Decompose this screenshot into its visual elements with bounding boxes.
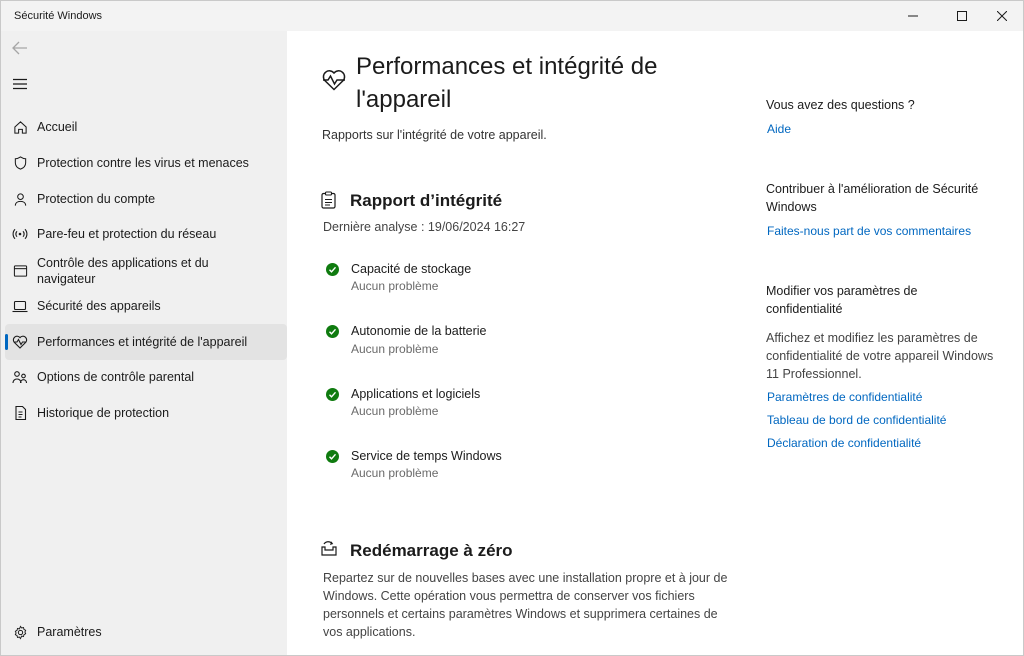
sidebar-item-firewall[interactable]: [5, 217, 287, 251]
sidebar: [1, 31, 287, 656]
help-link[interactable]: Aide: [767, 122, 792, 136]
feedback-link[interactable]: Faites-nous part de vos commentaires: [767, 224, 972, 238]
title-bar: [1, 1, 1023, 31]
sidebar-item-label: Options de contrôle parental: [37, 370, 195, 384]
health-item-title: Applications et logiciels: [351, 387, 481, 401]
minimize-button[interactable]: [891, 1, 935, 31]
privacy-description: Affichez et modifiez les paramètres de confidentialité de votre appareil Windows 11 Professionnel.: [766, 331, 994, 381]
sidebar-item-protection-history[interactable]: [5, 396, 287, 430]
menu-button[interactable]: [5, 69, 35, 99]
laptop-icon: [12, 298, 28, 314]
page-title: Performances et intégrité de l'appareil: [356, 53, 658, 113]
health-item-title: Service de temps Windows: [351, 449, 502, 463]
sidebar-item-app-browser-control[interactable]: [5, 253, 287, 289]
sidebar-item-label: Performances et intégrité de l'appareil: [37, 335, 248, 349]
sidebar-item-virus-protection[interactable]: [5, 146, 287, 180]
privacy-heading: Modifier vos paramètres de confidentialité: [766, 284, 918, 316]
last-scan-time: Dernière analyse : 19/06/2024 16:27: [323, 220, 526, 234]
heart-pulse-icon: [12, 334, 28, 350]
sidebar-item-home[interactable]: [5, 110, 287, 144]
window-title: Sécurité Windows: [14, 10, 103, 22]
person-icon: [12, 191, 28, 207]
sidebar-item-label: Paramètres: [37, 625, 102, 639]
sidebar-item-label: Sécurité des appareils: [37, 299, 161, 313]
heart-pulse-icon: [321, 69, 347, 94]
privacy-dashboard-link[interactable]: Tableau de bord de confidentialité: [767, 413, 947, 427]
sidebar-item-label: Accueil: [37, 120, 78, 134]
privacy-statement-link[interactable]: Déclaration de confidentialité: [767, 436, 922, 450]
health-item-status: Aucun problème: [351, 279, 439, 293]
sidebar-item-label: Pare-feu et protection du réseau: [37, 227, 217, 241]
close-icon: [997, 11, 1007, 21]
active-indicator: [5, 334, 8, 350]
fresh-start-description: Repartez sur de nouvelles bases avec une installation propre et à jour de Windows. Cette opération vous permettra de conserver vos fichiers personnels et certains paramètres Windows et supprimera certaines de vos applications.: [323, 571, 728, 639]
maximize-icon: [957, 11, 967, 21]
sidebar-item-label: Protection contre les virus et menaces: [37, 156, 249, 170]
shield-icon: [12, 155, 28, 171]
questions-heading: Vous avez des questions ?: [766, 98, 915, 112]
sidebar-item-label: Contrôle des applications et du navigateur: [37, 256, 209, 286]
gear-icon: [12, 624, 28, 640]
health-item-status: Aucun problème: [351, 466, 439, 480]
sidebar-item-parental-controls[interactable]: [5, 360, 287, 394]
sidebar-item-device-security[interactable]: [5, 289, 287, 323]
maximize-button[interactable]: [940, 1, 984, 31]
report-clipboard-icon: [321, 191, 336, 212]
back-arrow-icon: [12, 41, 28, 55]
sidebar-item-device-performance[interactable]: [5, 324, 287, 360]
check-circle-icon: [326, 325, 339, 338]
sidebar-item-account-protection[interactable]: [5, 182, 287, 216]
sidebar-item-label: Protection du compte: [37, 192, 156, 206]
check-circle-icon: [326, 388, 339, 401]
fresh-start-title: Redémarrage à zéro: [350, 541, 513, 560]
health-item-title: Autonomie de la batterie: [351, 324, 487, 338]
back-button[interactable]: [5, 33, 35, 63]
health-item-status: Aucun problème: [351, 342, 439, 356]
history-icon: [12, 405, 28, 421]
health-report-title: Rapport d’intégrité: [350, 191, 503, 210]
family-icon: [12, 369, 28, 385]
page-subtitle: Rapports sur l'intégrité de votre appareil.: [322, 128, 547, 142]
privacy-settings-link[interactable]: Paramètres de confidentialité: [767, 390, 923, 404]
health-item-title: Capacité de stockage: [351, 262, 472, 276]
sidebar-item-label: Historique de protection: [37, 406, 170, 420]
close-button[interactable]: [980, 1, 1024, 31]
hamburger-icon: [12, 78, 28, 90]
check-circle-icon: [326, 263, 339, 276]
fresh-start-icon: [320, 541, 338, 560]
app-browser-icon: [12, 263, 28, 279]
wifi-icon: [12, 226, 28, 242]
sidebar-item-settings[interactable]: [5, 615, 287, 649]
health-item-status: Aucun problème: [351, 404, 439, 418]
minimize-icon: [908, 11, 918, 21]
contribute-heading: Contribuer à l'amélioration de Sécurité Windows: [766, 182, 979, 214]
home-icon: [12, 119, 28, 135]
check-circle-icon: [326, 450, 339, 463]
